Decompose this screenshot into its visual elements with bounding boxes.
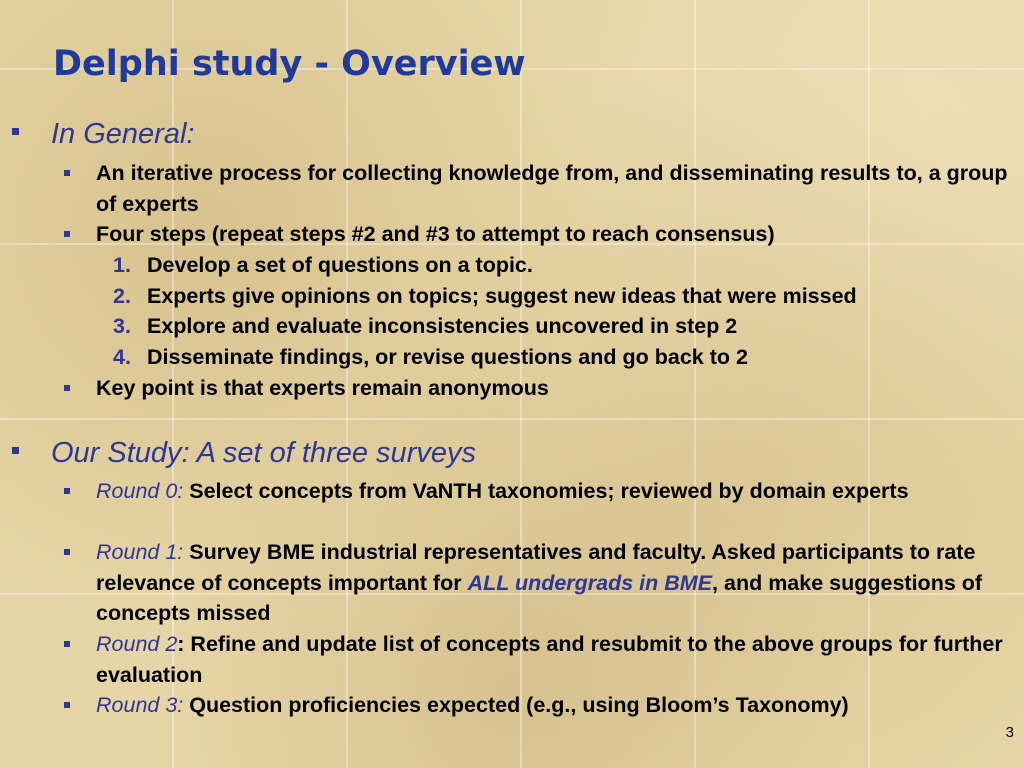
step-number: 4. <box>113 345 131 369</box>
general-point <box>64 219 1014 250</box>
round-description: Select concepts from VaNTH taxonomies; reviewed by domain experts <box>183 479 909 503</box>
square-bullet-icon <box>64 702 70 708</box>
step-text: Develop a set of questions on a topic. <box>147 253 533 277</box>
step-text: Experts give opinions on topics; suggest new ideas that were missed <box>147 284 857 308</box>
round-label: Round 3: <box>96 693 184 717</box>
round-emphasis: ALL undergrads in BME <box>467 570 713 595</box>
general-point <box>64 158 1014 219</box>
page-number: 3 <box>1005 724 1014 741</box>
general-point <box>64 373 1014 404</box>
square-bullet-icon <box>64 641 70 647</box>
round-item <box>64 690 1014 721</box>
square-bullet-icon <box>64 231 70 237</box>
slide-title: Delphi study - Overview <box>53 44 526 84</box>
step-number: 2. <box>113 284 131 308</box>
round-text <box>96 537 1014 629</box>
round-description: Question proficiencies expected (e.g., using Bloom’s Taxonomy) <box>183 693 849 717</box>
general-point-text: An iterative process for collecting knowledge from, and disseminating results to, a group of experts <box>96 161 1008 216</box>
round-item <box>64 476 1014 507</box>
step-item <box>113 250 533 281</box>
square-bullet-icon <box>64 488 70 494</box>
section-heading-general <box>12 118 195 151</box>
round-label: Round 1: <box>96 540 184 564</box>
round-description: Survey BME industrial representatives and faculty. Asked participants to rate relevance of concepts important for <box>96 540 976 595</box>
round-item <box>64 537 1014 629</box>
general-heading-text: In General: <box>51 118 195 150</box>
round-text <box>96 476 1014 507</box>
square-bullet-icon <box>64 170 70 176</box>
round-description-tail: , and make suggestions of concepts missed <box>96 570 983 625</box>
step-number: 3. <box>113 314 131 338</box>
step-text: Disseminate findings, or revise questions and go back to 2 <box>147 345 748 369</box>
round-label: Round 2 <box>96 632 178 656</box>
general-point-text: Key point is that experts remain anonymous <box>96 376 549 400</box>
round-label: Round 0: <box>96 479 184 503</box>
step-item <box>113 281 857 312</box>
general-point-text: Four steps (repeat steps #2 and #3 to attempt to reach consensus) <box>96 222 775 246</box>
step-text: Explore and evaluate inconsistencies uncovered in step 2 <box>147 314 738 338</box>
section-heading-study <box>12 437 476 470</box>
step-item <box>113 311 737 342</box>
square-bullet-icon <box>64 549 70 555</box>
round-description: : Refine and update list of concepts and resubmit to the above groups for further evaluation <box>96 632 1003 687</box>
step-item <box>113 342 748 373</box>
round-item <box>64 629 1014 690</box>
step-number: 1. <box>113 253 131 277</box>
square-bullet-icon <box>12 128 19 135</box>
square-bullet-icon <box>64 385 70 391</box>
square-bullet-icon <box>12 447 19 454</box>
round-text <box>96 629 1014 690</box>
study-heading-text: Our Study: A set of three surveys <box>51 437 476 469</box>
round-text <box>96 690 1014 721</box>
